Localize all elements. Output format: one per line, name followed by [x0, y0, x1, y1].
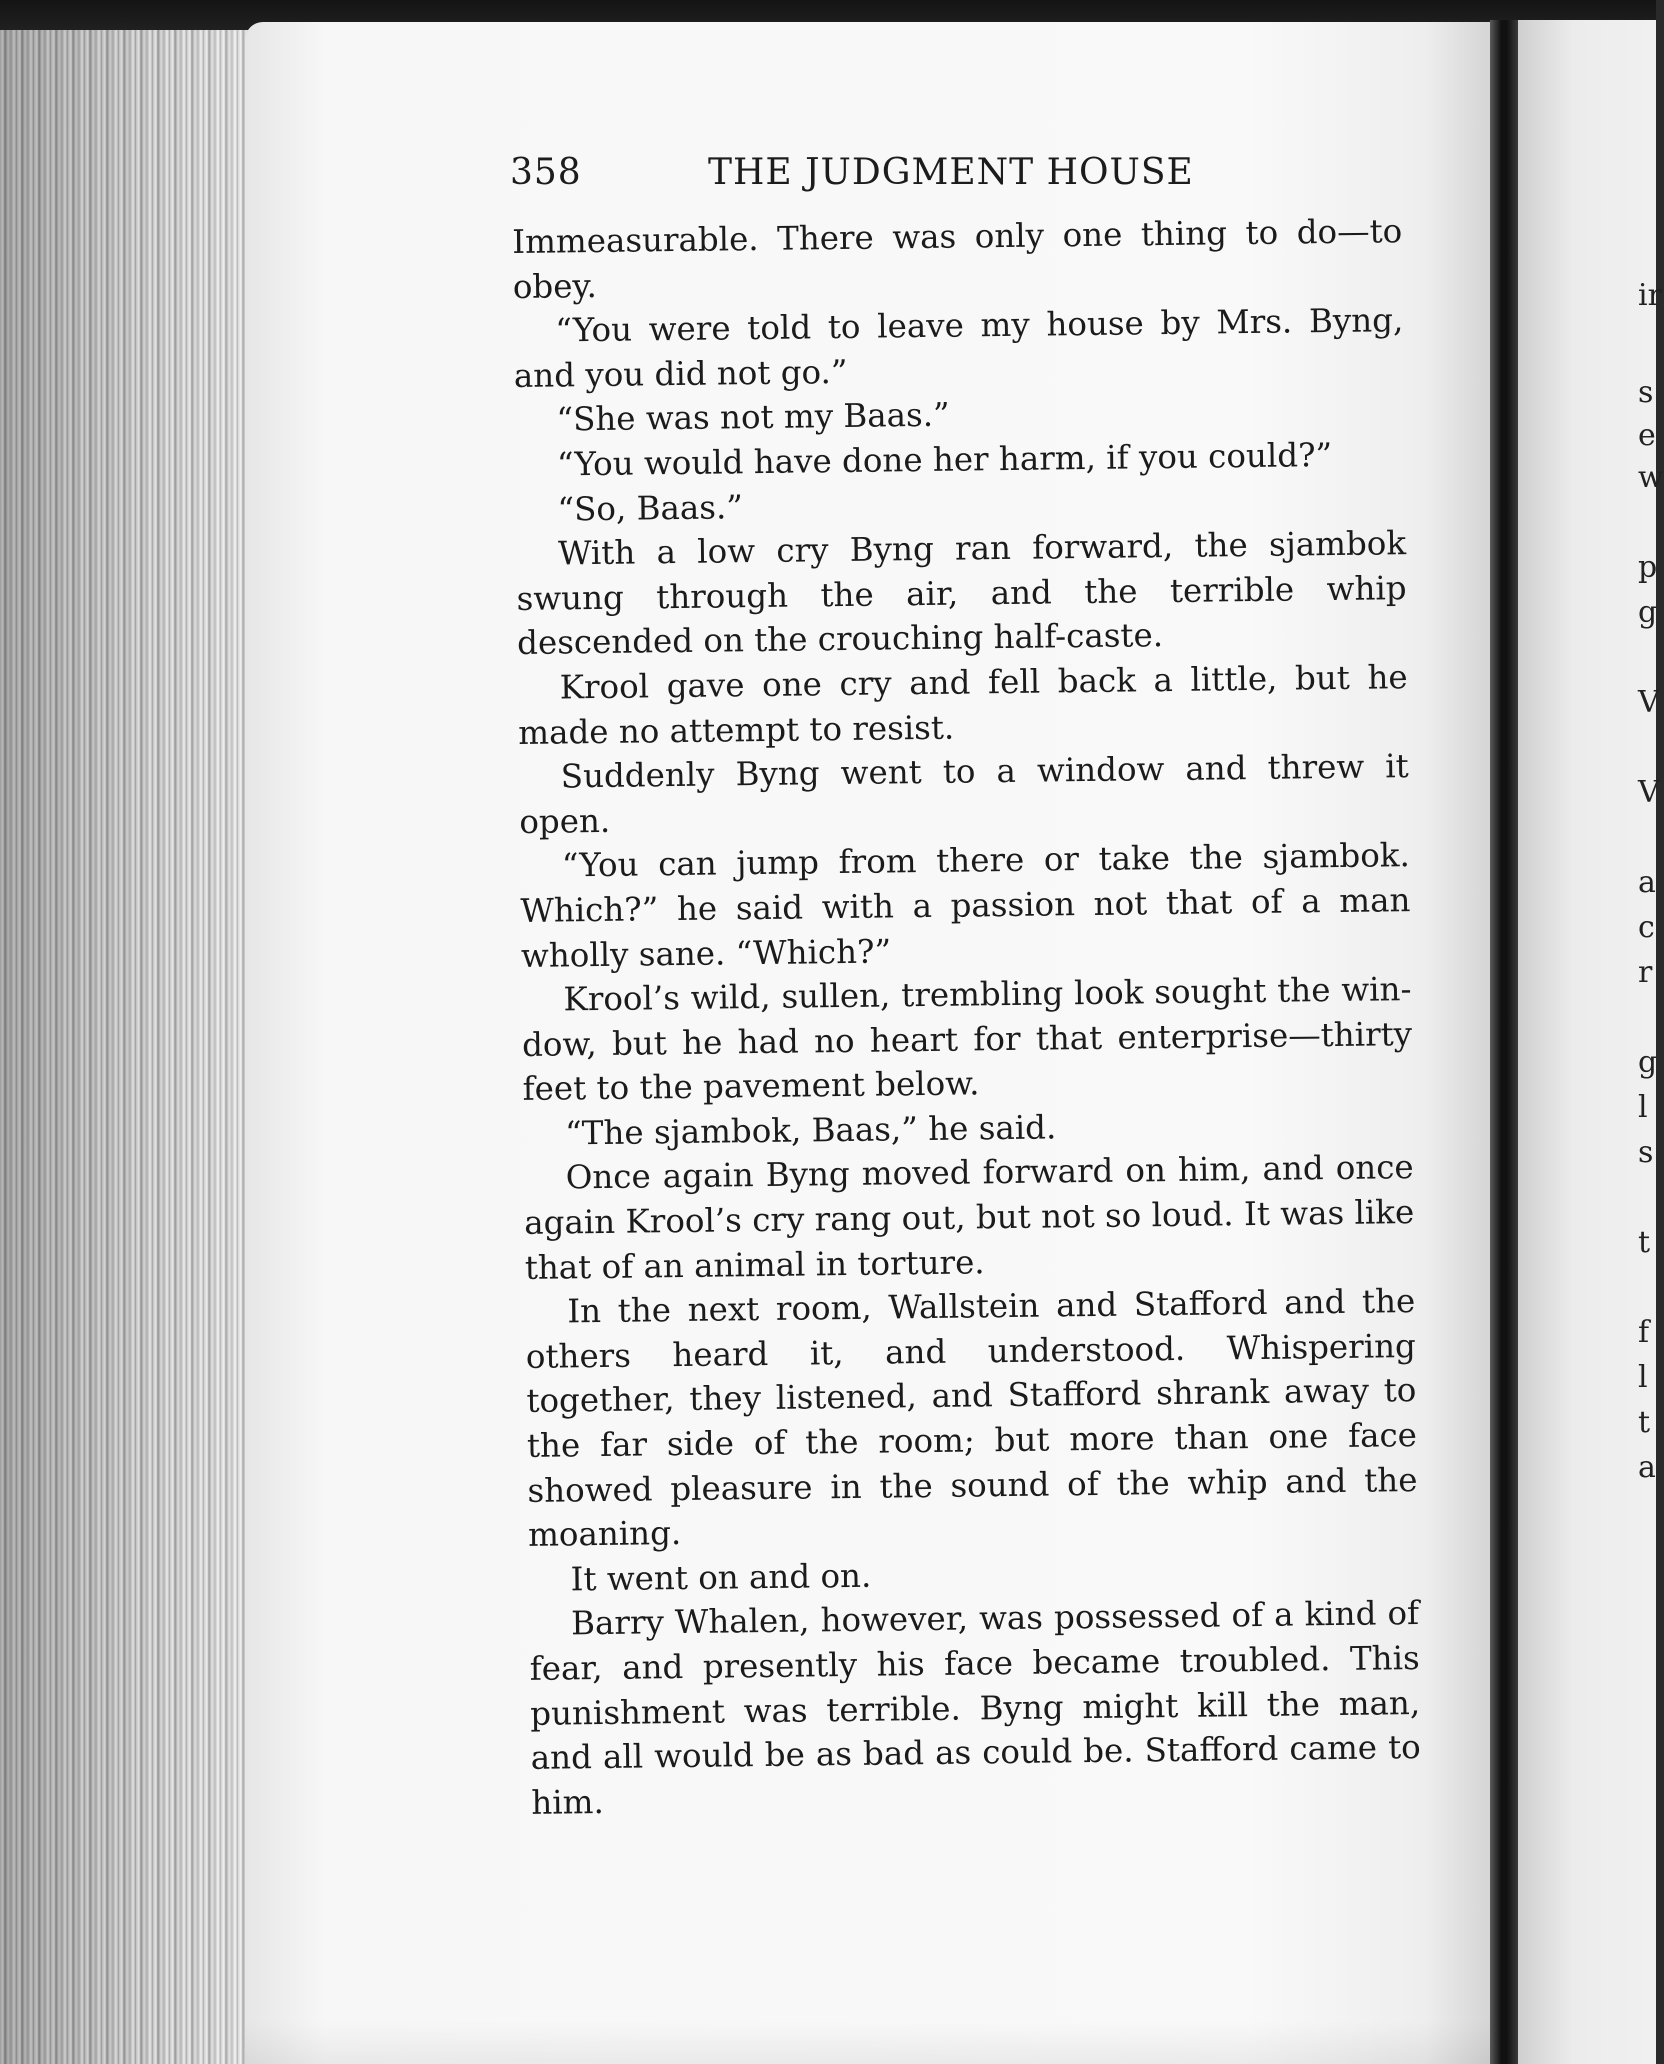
facing-page-fragment: V [1638, 775, 1660, 810]
body-text [512, 209, 1422, 1825]
facing-page-fragment: ir [1638, 278, 1662, 313]
paragraph: Krool gave one cry and fell back a little, but he made no attempt to resist. [518, 658, 1408, 752]
facing-page-fragment: V [1638, 685, 1660, 720]
facing-page-fragment: l [1638, 1090, 1648, 1125]
page-bottom-shadow [245, 2020, 1505, 2064]
facing-page-fragment: g [1638, 1045, 1658, 1080]
paragraph: “She was not my Baas.” [556, 396, 950, 439]
facing-page [1518, 20, 1664, 2064]
facing-page-fragment: c [1638, 910, 1655, 945]
paragraph: Suddenly Byng went to a window and threw it open. [519, 747, 1409, 841]
paragraph: Once again Byng moved forward on him, and once again Krool’s cry rang out, but not so loud. It was like that of an animal in torture. [524, 1148, 1415, 1287]
paragraph: “So, Baas.” [557, 487, 744, 529]
paragraph: “You were told to leave my house by Mrs. Byng, and you did not go.” [513, 301, 1404, 395]
paragraph: “The sjambok, Baas,” he said. [564, 1108, 1057, 1153]
paragraph: In the next room, Wallstein and Stafford and the others heard it, and understood. Whispering together, they listened, and Stafford shrank away to the far side of the room; but more than one face showed pleasure in the sound of the whip and the moaning. [525, 1282, 1418, 1555]
facing-page-fragment: t [1638, 1405, 1651, 1440]
facing-page-fragment: e [1638, 418, 1656, 453]
facing-page-fragment: t [1638, 1225, 1651, 1260]
facing-page-fragment: f [1638, 1315, 1650, 1350]
facing-page-fragment: p [1638, 550, 1658, 585]
paragraph: “You would have done her harm, if you could?” [556, 435, 1333, 484]
facing-page-fragment: r [1638, 955, 1653, 990]
page-number: 358 [510, 152, 582, 193]
page-edges-shadow [0, 30, 280, 2064]
paragraph: It went on and on. [570, 1556, 872, 1599]
facing-page-fragment: a [1638, 1450, 1656, 1485]
facing-page-fragment: s [1638, 375, 1654, 410]
book-gutter [1490, 20, 1518, 2064]
facing-page-fragment: g [1638, 595, 1658, 630]
paragraph: Krool’s wild, sullen, trembling look sought the win-dow, but he had no heart for that enterprise—thirty feet to the pavement below. [521, 970, 1413, 1109]
paragraph: Barry Whalen, however, was possessed of a kind of fear, and presently his face became troubled. This punishment was terrible. Byng might kill the man, and all would be as bad as could be. Stafford came to him. [529, 1594, 1421, 1822]
paragraph: “You can jump from there or take the sjambok. Which?” he said with a passion not that of a man wholly sane. “Which?” [520, 836, 1411, 975]
facing-page-fragment: a [1638, 865, 1656, 900]
paragraph: With a low cry Byng ran forward, the sjambok swung through the air, and the terrible whip descended on the crouching half-caste. [516, 524, 1407, 663]
running-title: THE JUDGMENT HOUSE [708, 152, 1194, 193]
running-header [510, 152, 1210, 202]
facing-page-fragment: l [1638, 1360, 1648, 1395]
facing-page-fragment: w [1638, 460, 1664, 495]
facing-page-fragment: s [1638, 1135, 1654, 1170]
paragraph: Immeasurable. There was only one thing to do—to obey. [512, 212, 1403, 306]
